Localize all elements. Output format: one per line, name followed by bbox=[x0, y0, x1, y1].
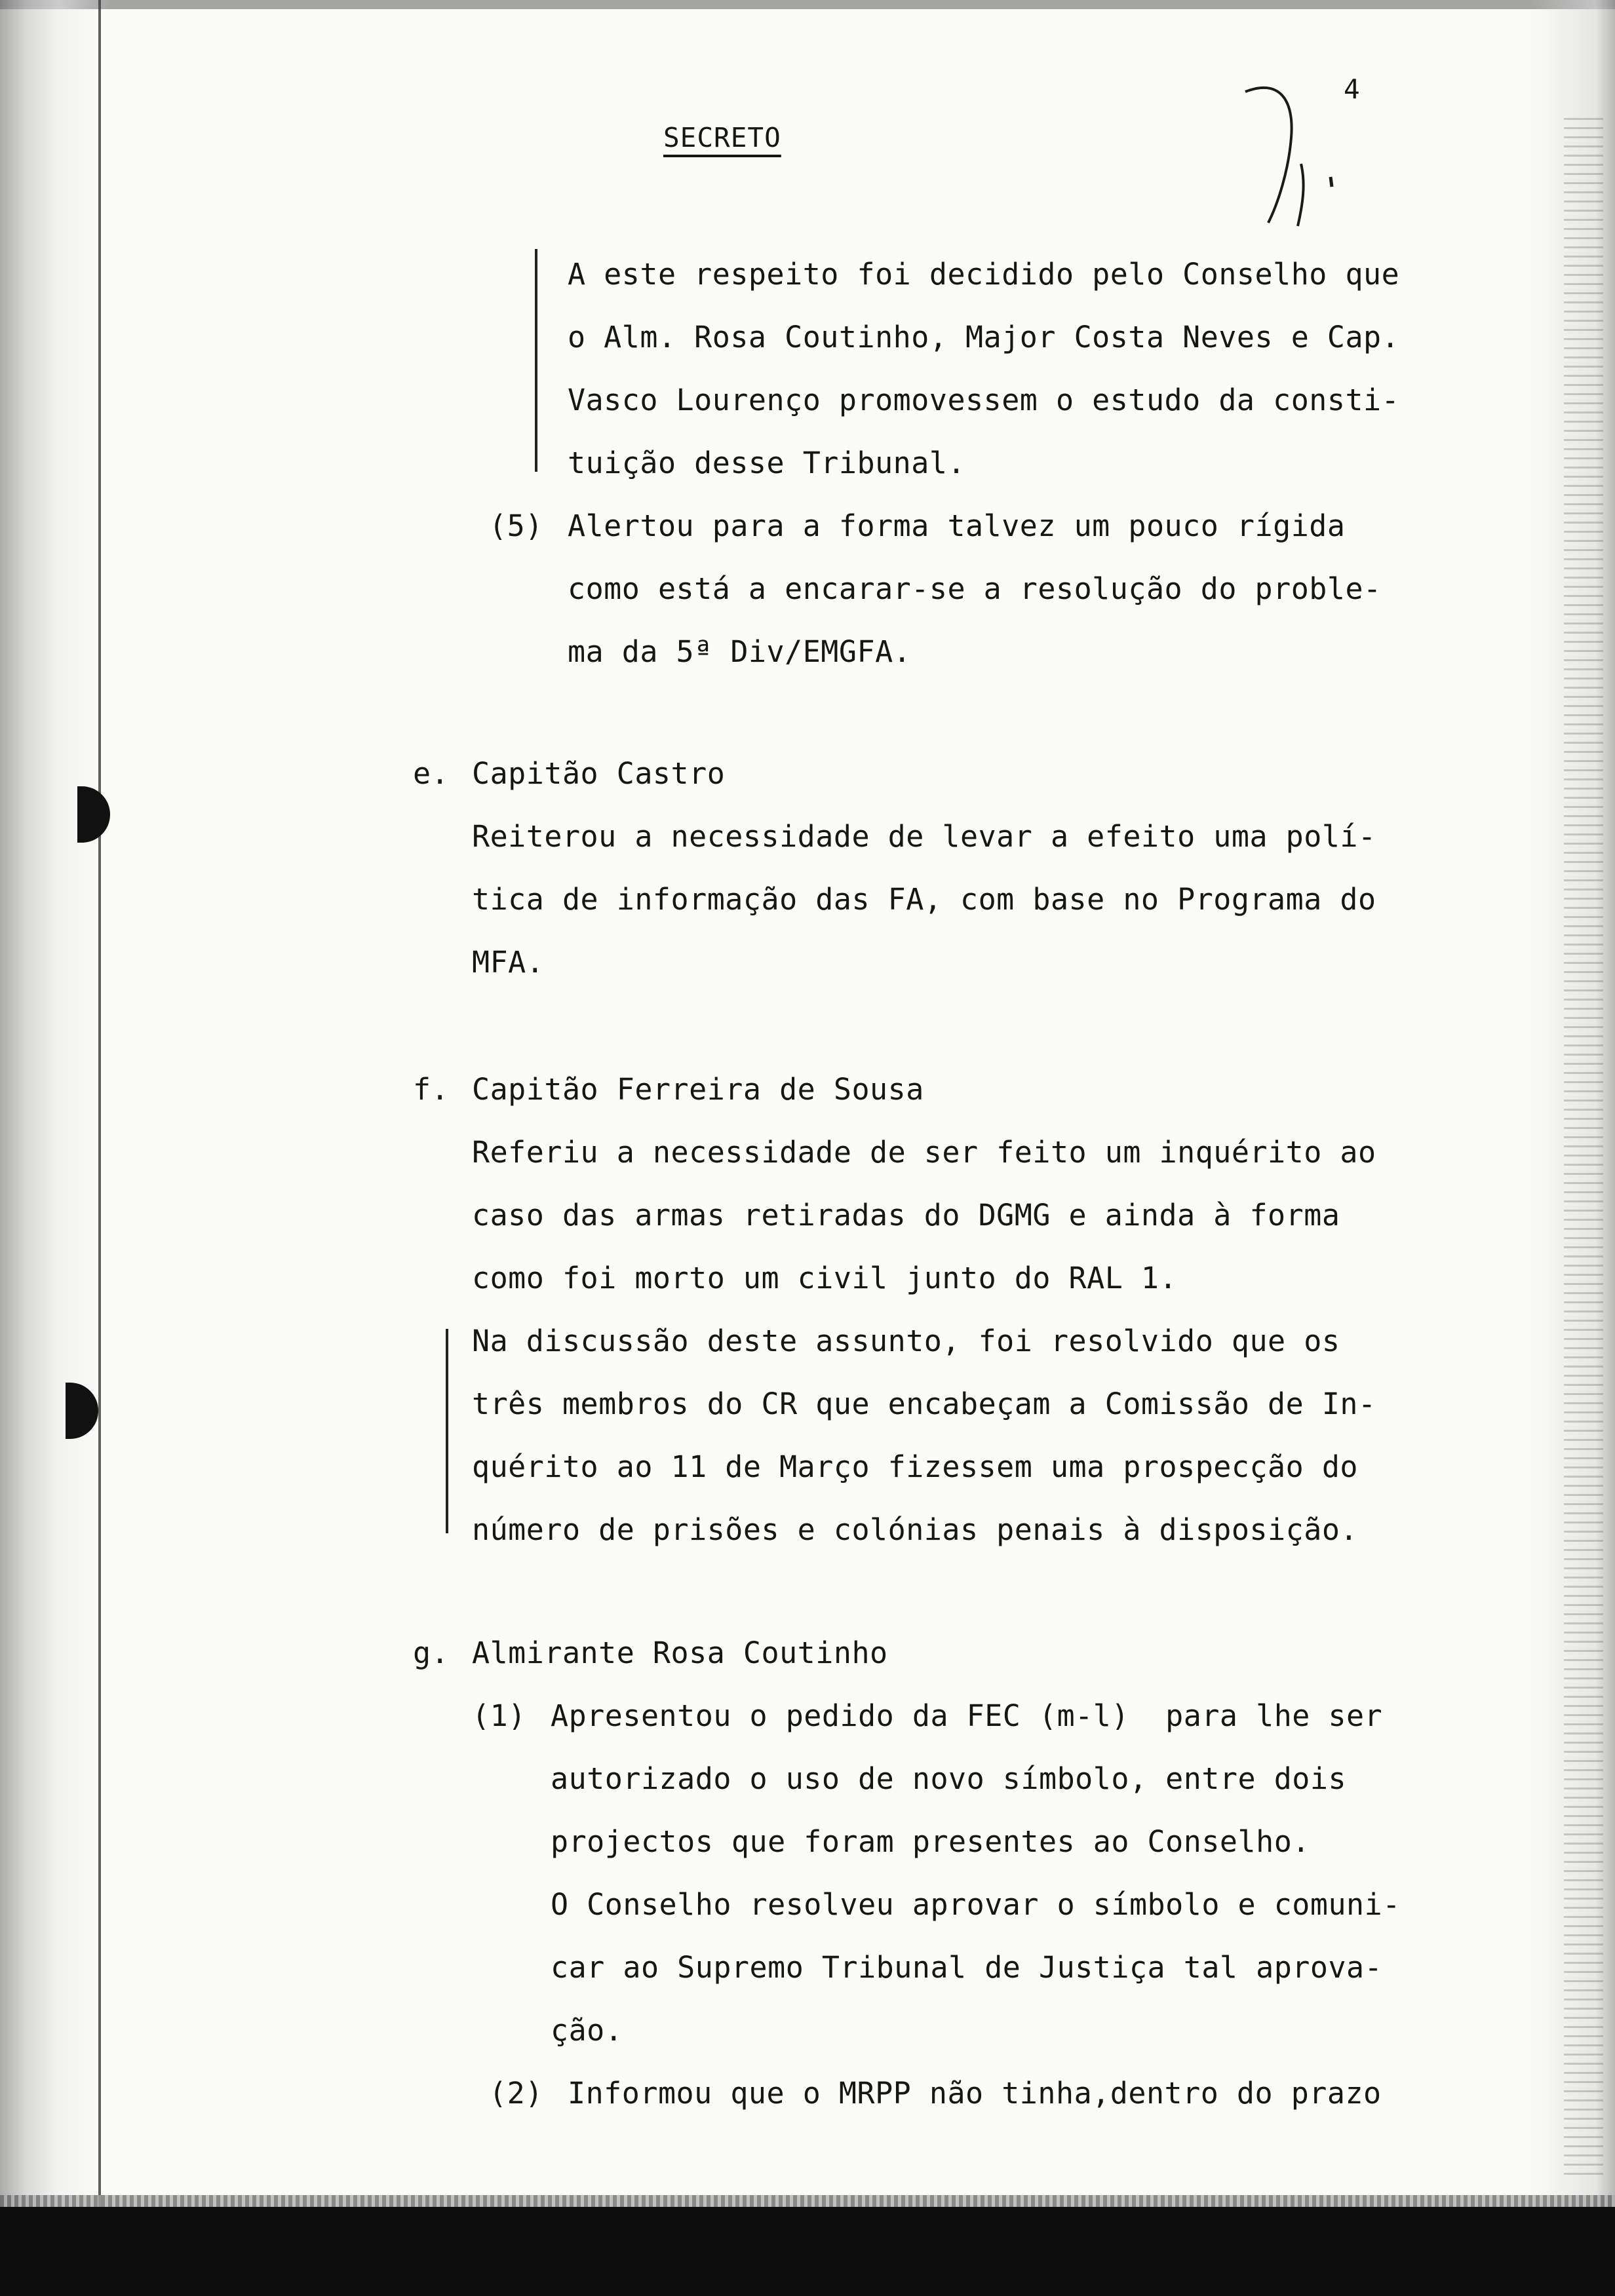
section-f-decision-line: três membros do CR que encabeçam a Comissão de In- bbox=[472, 1387, 1376, 1421]
section-e-line: MFA. bbox=[472, 945, 545, 980]
intro-line: tuição desse Tribunal. bbox=[568, 446, 966, 480]
section-e-line: tica de informação das FA, com base no Programa do bbox=[472, 882, 1376, 917]
section-f-decision-line: Na discussão deste assunto, foi resolvido que os bbox=[472, 1324, 1340, 1358]
classification-heading: SECRETO bbox=[663, 122, 781, 153]
item-1-line: car ao Supremo Tribunal de Justiça tal aprova- bbox=[551, 1950, 1383, 1985]
section-f-decision-line: quérito ao 11 de Março fizessem uma prospecção do bbox=[472, 1449, 1359, 1484]
handwritten-initials bbox=[1232, 72, 1350, 229]
item-5-line: Alertou para a forma talvez um pouco rígida bbox=[568, 508, 1346, 543]
section-f-line: caso das armas retiradas do DGMG e ainda à forma bbox=[472, 1198, 1340, 1233]
section-g-title: Almirante Rosa Coutinho bbox=[472, 1636, 888, 1670]
section-f-decision-line: número de prisões e colónias penais à disposição. bbox=[472, 1512, 1359, 1547]
item-5-line: como está a encarar-se a resolução do proble- bbox=[568, 571, 1382, 606]
section-f-title: Capitão Ferreira de Sousa bbox=[472, 1072, 924, 1107]
margin-mark-decision bbox=[446, 1329, 448, 1533]
scan-left-border-line bbox=[98, 0, 101, 2208]
item-5-line: ma da 5ª Div/EMGFA. bbox=[568, 634, 912, 669]
section-e-title: Capitão Castro bbox=[472, 756, 726, 791]
section-f-line: como foi morto um civil junto do RAL 1. bbox=[472, 1261, 1178, 1295]
item-1-line: ção. bbox=[551, 2013, 623, 2048]
intro-line: A este respeito foi decidido pelo Conselho que bbox=[568, 257, 1400, 292]
margin-mark-intro bbox=[535, 249, 537, 472]
section-g-marker: g. bbox=[413, 1636, 450, 1670]
item-2-line: Informou que o MRPP não tinha,dentro do prazo bbox=[568, 2076, 1382, 2111]
item-2-marker: (2) bbox=[489, 2076, 543, 2111]
item-1-line: projectos que foram presentes ao Conselho. bbox=[551, 1824, 1310, 1859]
section-f-marker: f. bbox=[413, 1072, 450, 1107]
item-1-marker: (1) bbox=[472, 1698, 526, 1733]
intro-line: o Alm. Rosa Coutinho, Major Costa Neves e Cap. bbox=[568, 320, 1400, 354]
intro-line: Vasco Lourenço promovessem o estudo da consti- bbox=[568, 383, 1400, 417]
item-5-marker: (5) bbox=[489, 508, 543, 543]
section-f-line: Referiu a necessidade de ser feito um inquérito ao bbox=[472, 1135, 1376, 1170]
scan-top-edge bbox=[0, 0, 1615, 9]
section-e-marker: e. bbox=[413, 756, 450, 791]
section-e-line: Reiterou a necessidade de levar a efeito uma polí- bbox=[472, 819, 1376, 854]
item-1-line: Apresentou o pedido da FEC (m-l) para lhe ser bbox=[551, 1698, 1383, 1733]
scan-bottom-band bbox=[0, 2207, 1615, 2296]
page-number: 4 bbox=[1344, 73, 1360, 105]
item-1-line: O Conselho resolveu aprovar o símbolo e comuni- bbox=[551, 1887, 1401, 1922]
scan-left-edge bbox=[0, 0, 111, 2296]
scan-right-noise bbox=[1564, 118, 1603, 2182]
item-1-line: autorizado o uso de novo símbolo, entre dois bbox=[551, 1761, 1347, 1796]
